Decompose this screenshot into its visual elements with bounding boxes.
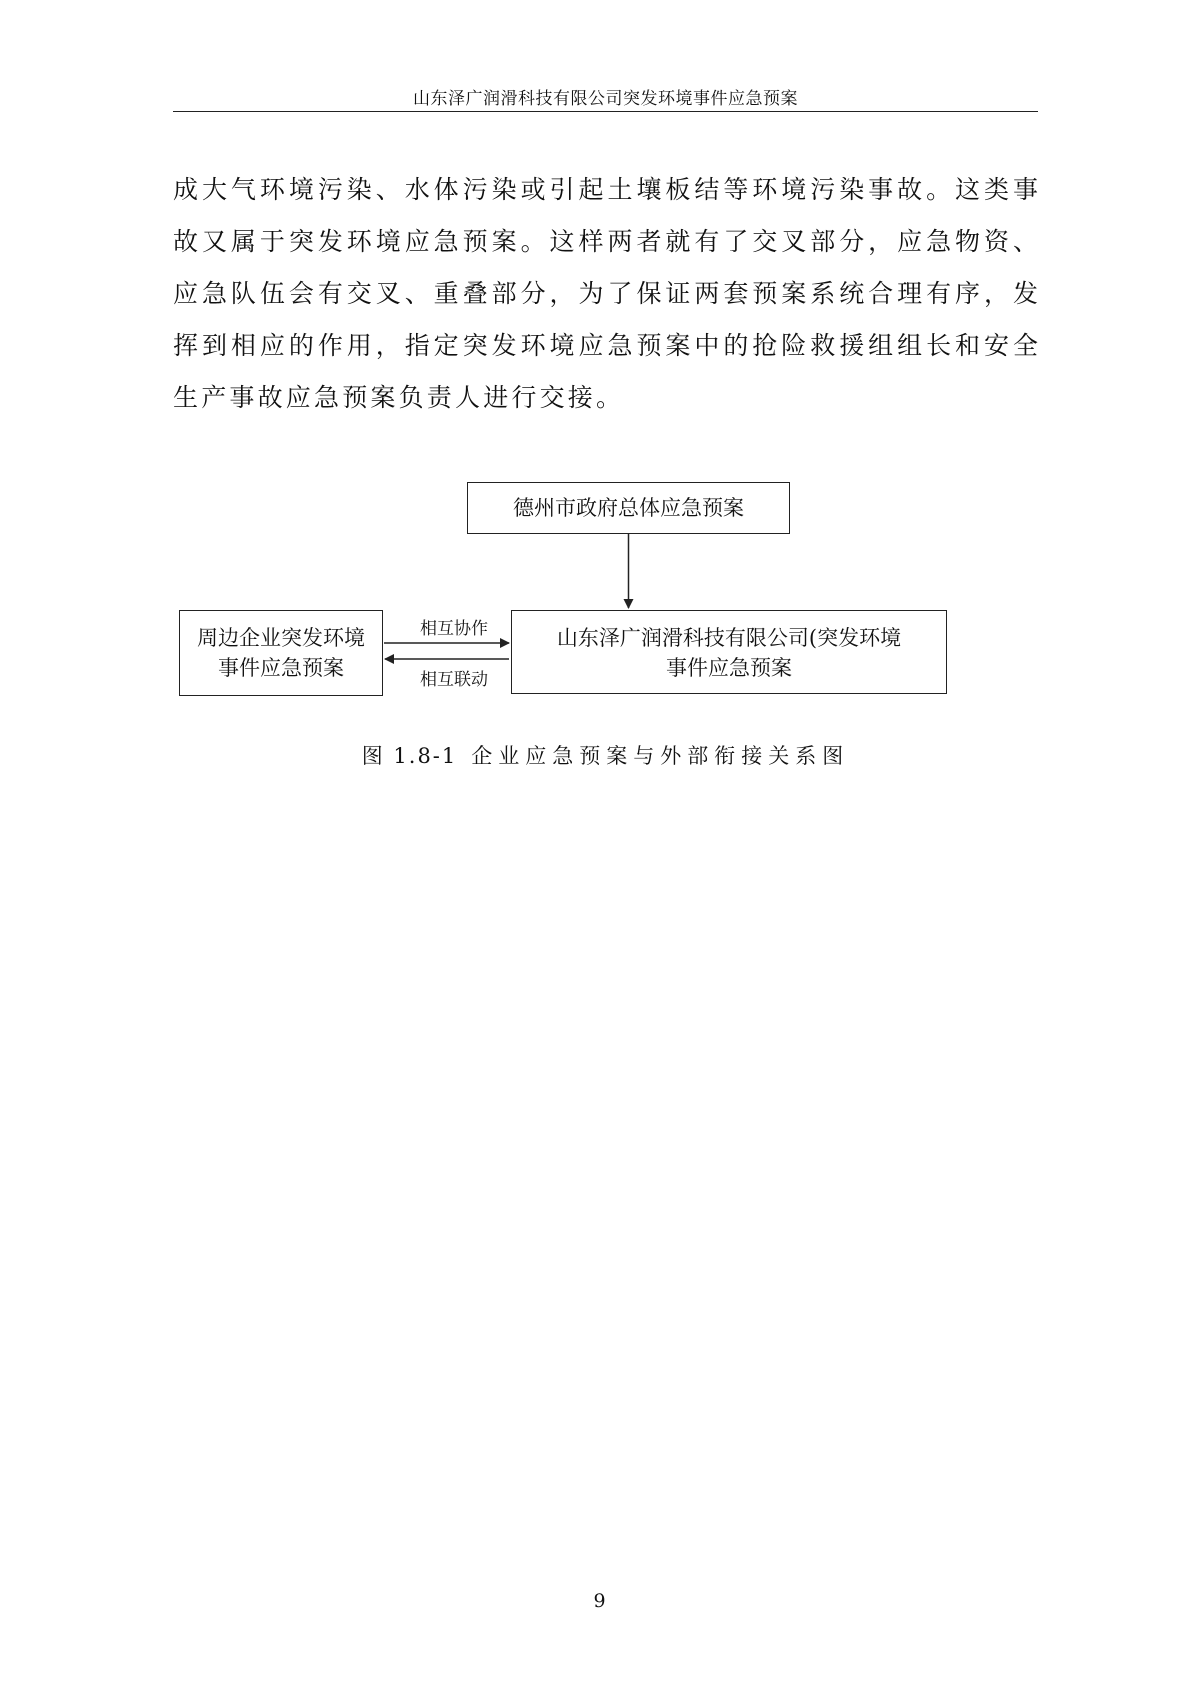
figure-caption [173, 740, 1038, 770]
neighbor-enterprise-plan-box [179, 610, 383, 696]
government-plan-box [467, 482, 790, 534]
paragraph-line: 成大气环境污染、水体污染或引起土壤板结等环境污染事故。这类事 [173, 175, 1038, 204]
body-paragraph [173, 164, 1038, 424]
running-header: 山东泽广润滑科技有限公司突发环境事件应急预案 [413, 89, 798, 109]
neighbor-plan-label-line1: 周边企业突发环境 [197, 626, 365, 650]
paragraph-line: 挥到相应的作用，指定突发环境应急预案中的抢险救援组组长和安全 [173, 331, 1038, 360]
figure-title: 企业应急预案与外部衔接关系图 [471, 744, 850, 768]
company-plan-label-line1: 山东泽广润滑科技有限公司(突发环境 [556, 626, 902, 650]
paragraph-line: 故又属于突发环境应急预案。这样两者就有了交叉部分，应急物资、 [173, 227, 1038, 256]
figure-number: 图 1.8-1 [361, 744, 458, 768]
neighbor-plan-label-line2: 事件应急预案 [218, 656, 344, 680]
linkage-label: 相互联动 [420, 670, 488, 690]
company-plan-label-line2: 事件应急预案 [666, 656, 792, 680]
page-number: 9 [593, 1590, 606, 1612]
collaborate-label: 相互协作 [420, 619, 488, 639]
government-plan-label: 德州市政府总体应急预案 [513, 496, 744, 520]
paragraph-line: 生产事故应急预案负责人进行交接。 [173, 383, 625, 412]
company-plan-box [511, 610, 947, 694]
paragraph-line: 应急队伍会有交叉、重叠部分，为了保证两套预案系统合理有序，发 [173, 279, 1038, 308]
header-divider [173, 111, 1038, 112]
